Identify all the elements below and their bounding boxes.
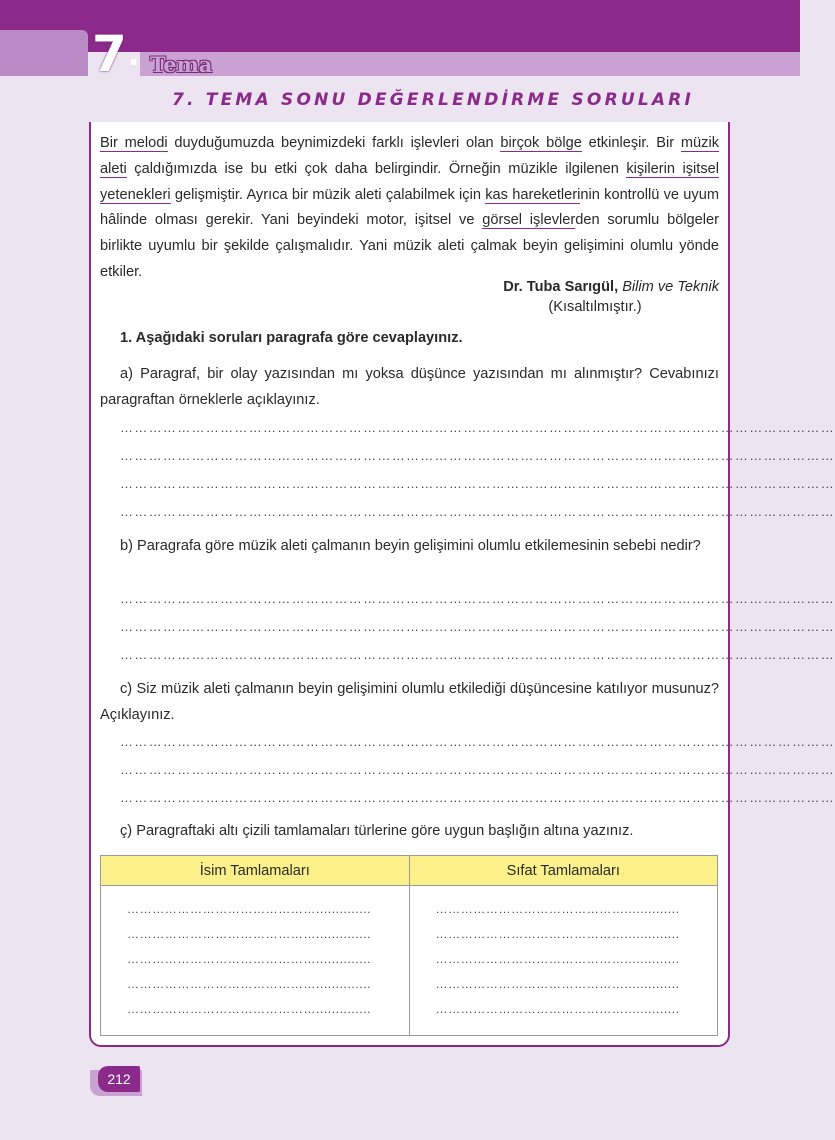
chapter-word: Tema: [150, 52, 213, 77]
page-number: 212: [98, 1066, 140, 1092]
isim-answer-cell: [101, 886, 410, 1036]
question-b: b) Paragrafa göre müzik aleti çalmanın beyin gelişimini olumlu etkilemesinin sebebi nedir?: [120, 538, 701, 554]
source-name: Bilim ve Teknik: [622, 279, 719, 295]
passage-segment: Bir melodi: [100, 135, 168, 151]
abridged-note: (Kısaltılmıştır.): [548, 299, 642, 315]
passage-segment: birçok bölge: [500, 135, 582, 151]
answer-line[interactable]: ……………………………………………………………………………………………………………………………………: [120, 647, 835, 662]
question-c: c) Siz müzik aleti çalmanın beyin gelişimini olumlu etkilediği düşüncesine katılıyor musunuz? Açıklayınız.: [100, 681, 719, 723]
answer-line[interactable]: ………………………………………..............: [435, 902, 680, 916]
answer-line[interactable]: ……………………………………………………………………………………………………………………………………: [120, 448, 835, 463]
author-name: Dr. Tuba Sarıgül,: [503, 279, 619, 295]
answer-line[interactable]: ………………………………………..............: [435, 952, 680, 966]
answer-line[interactable]: ……………………………………………………………………………………………………………………………………: [120, 591, 835, 606]
tamlama-table: [100, 855, 718, 1036]
question-cc: ç) Paragraftaki altı çizili tamlamaları türlerine göre uygun başlığın altına yazınız.: [120, 823, 634, 839]
passage-segment: kas hareketleri: [485, 186, 581, 203]
answer-line[interactable]: ……………………………………………………………………………………………………………………………………: [120, 504, 835, 519]
answer-line[interactable]: ……………………………………………………………………………………………………………………………………: [120, 734, 835, 749]
passage-segment: duyduğumuzda beynimizdeki farklı işlevleri olan: [167, 135, 501, 151]
passage-segment: müzik aleti: [100, 135, 719, 177]
chapter-dot: .: [128, 38, 140, 73]
answer-line[interactable]: ………………………………………..............: [435, 927, 680, 941]
answer-line[interactable]: ………………………………………..............: [127, 1002, 372, 1016]
passage-segment: kişilerin işitsel yetenekleri: [100, 160, 719, 203]
answer-line[interactable]: ………………………………………..............: [127, 902, 372, 916]
answer-line[interactable]: ……………………………………………………………………………………………………………………………………: [120, 619, 835, 634]
sifat-answer-cell: [409, 886, 718, 1036]
answer-line[interactable]: ………………………………………..............: [435, 1002, 680, 1016]
column-header-sifat: Sıfat Tamlamaları: [409, 856, 718, 886]
passage-segment: den sorumlu bölgeler birlikte uyumlu bir şekilde çalışmalıdır. Yani müzik aleti çalmak beyin gelişimini olumlu yönde etkiler.: [100, 212, 720, 280]
passage-segment: etkinleşir. Bir: [581, 135, 681, 151]
question-a: a) Paragraf, bir olay yazısından mı yoksa düşünce yazısından mı alınmıştır? Cevabınızı paragraftan örneklerle açıklayınız.: [100, 366, 719, 408]
tema-band: [140, 52, 800, 76]
answer-line[interactable]: ……………………………………………………………………………………………………………………………………: [120, 762, 835, 777]
answer-line[interactable]: ……………………………………………………………………………………………………………………………………: [120, 420, 835, 435]
header-tab: [0, 30, 88, 76]
passage: [100, 131, 719, 286]
question-heading: 1. Aşağıdaki soruları paragrafa göre cevaplayınız.: [120, 330, 463, 346]
chapter-number: 7: [92, 25, 127, 83]
answer-line[interactable]: ………………………………………..............: [435, 977, 680, 991]
passage-segment: görsel işlevler: [482, 212, 576, 229]
answer-line[interactable]: ……………………………………………………………………………………………………………………………………: [120, 790, 835, 805]
answer-line[interactable]: ………………………………………..............: [127, 952, 372, 966]
answer-line[interactable]: ………………………………………..............: [127, 927, 372, 941]
citation: [430, 277, 719, 297]
column-header-isim: İsim Tamlamaları: [101, 856, 410, 886]
passage-segment: gelişmiştir. Ayrıca bir müzik aleti çalabilmek için: [170, 186, 486, 203]
passage-segment: çaldığımızda ise bu etki çok daha belirgindir. Örneğin müzikle ilgilenen: [126, 160, 627, 177]
page-title: 7. TEMA SONU DEĞERLENDİRME SORULARI: [172, 90, 695, 110]
answer-line[interactable]: ………………………………………..............: [127, 977, 372, 991]
passage-segment: nin kontrollü ve uyum hâlinde olması gerekir. Yani beyindeki motor, işitsel ve: [100, 186, 719, 229]
answer-line[interactable]: ……………………………………………………………………………………………………………………………………: [120, 476, 835, 491]
